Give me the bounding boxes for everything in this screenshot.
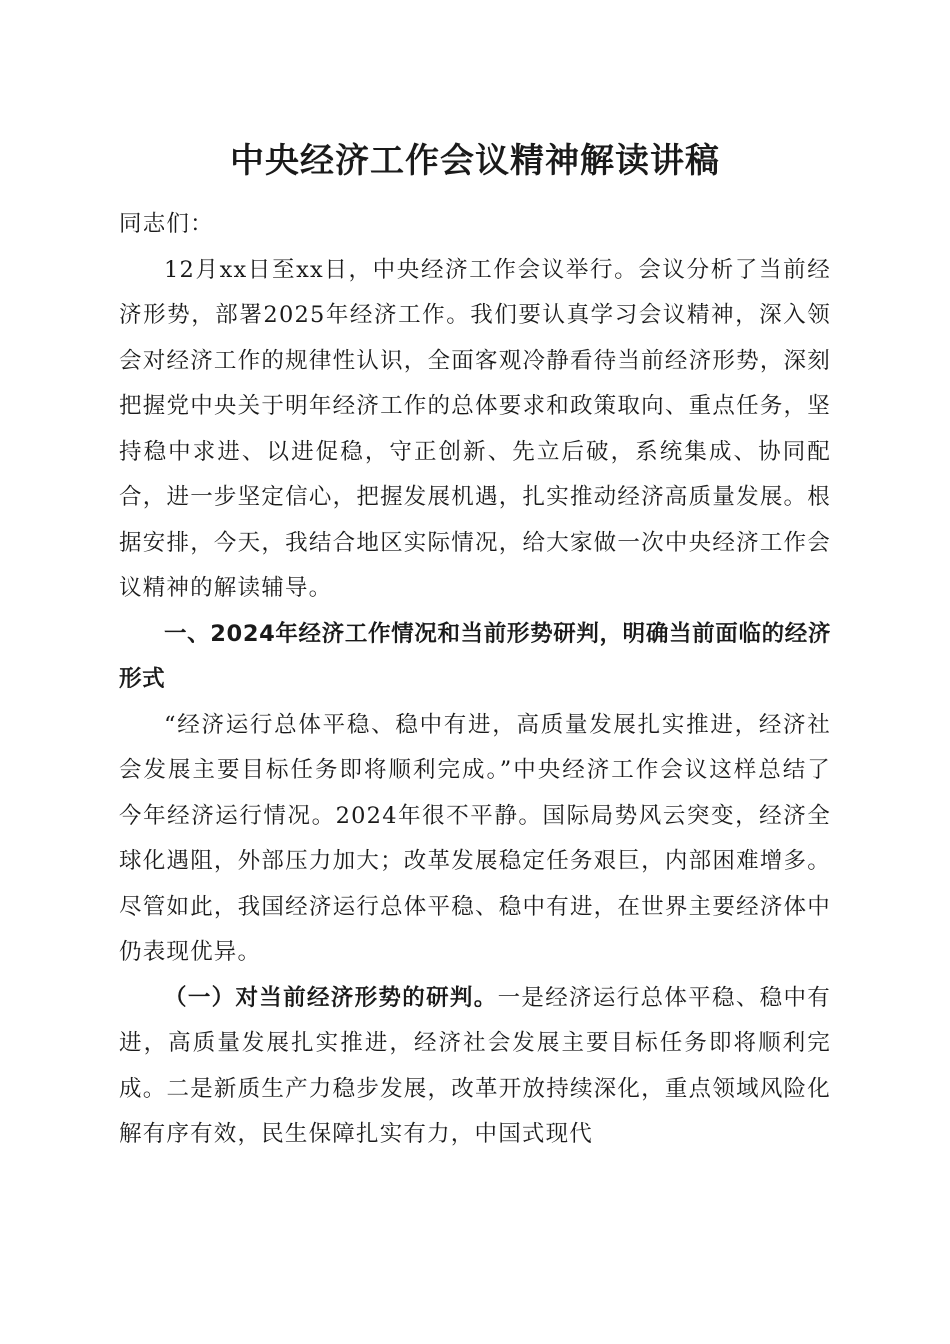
quote-paragraph: “经济运行总体平稳、稳中有进，高质量发展扎实推进，经济社会发展主要目标任务即将顺利完成。”中央经济工作会议这样总结了今年经济运行情况。2024年很不平静。国际局势风云突变，经济全球化遇阻，外部压力加大；改革发展稳定任务艰巨，内部困难增多。尽管如此，我国经济运行总体平稳、稳中有进，在世界主要经济体中仍表现优异。: [119, 711, 831, 965]
document-body: [119, 202, 831, 1158]
salutation: 同志们：: [119, 211, 214, 237]
subsection-paragraph-1: [119, 976, 831, 1158]
intro-paragraph: 12月xx日至xx日，中央经济工作会议举行。会议分析了当前经济形势，部署2025年经济工作。我们要认真学习会议精神，深入领会对经济工作的规律性认识，全面客观冷静看待当前经济形势，深刻把握党中央关于明年经济工作的总体要求和政策取向、重点任务，坚持稳中求进、以进促稳，守正创新、先立后破，系统集成、协同配合，进一步坚定信心，把握发展机遇，扎实推动经济高质量发展。根据安排，今天，我结合地区实际情况，给大家做一次中央经济工作会议精神的解读辅导。: [119, 256, 831, 601]
section-heading-1: 一、2024年经济工作情况和当前形势研判，明确当前面临的经济形式: [119, 620, 831, 692]
subsection-body-1: 一是经济运行总体平稳、稳中有进，高质量发展扎实推进，经济社会发展主要目标任务即将顺利完成。二是新质生产力稳步发展，改革开放持续深化，重点领域风险化解有序有效，民生保障扎实有力，中国式现代: [119, 984, 831, 1147]
document-title: 中央经济工作会议精神解读讲稿: [230, 141, 720, 181]
subsection-heading-1: （一）对当前经济形势的研判。: [164, 984, 498, 1011]
